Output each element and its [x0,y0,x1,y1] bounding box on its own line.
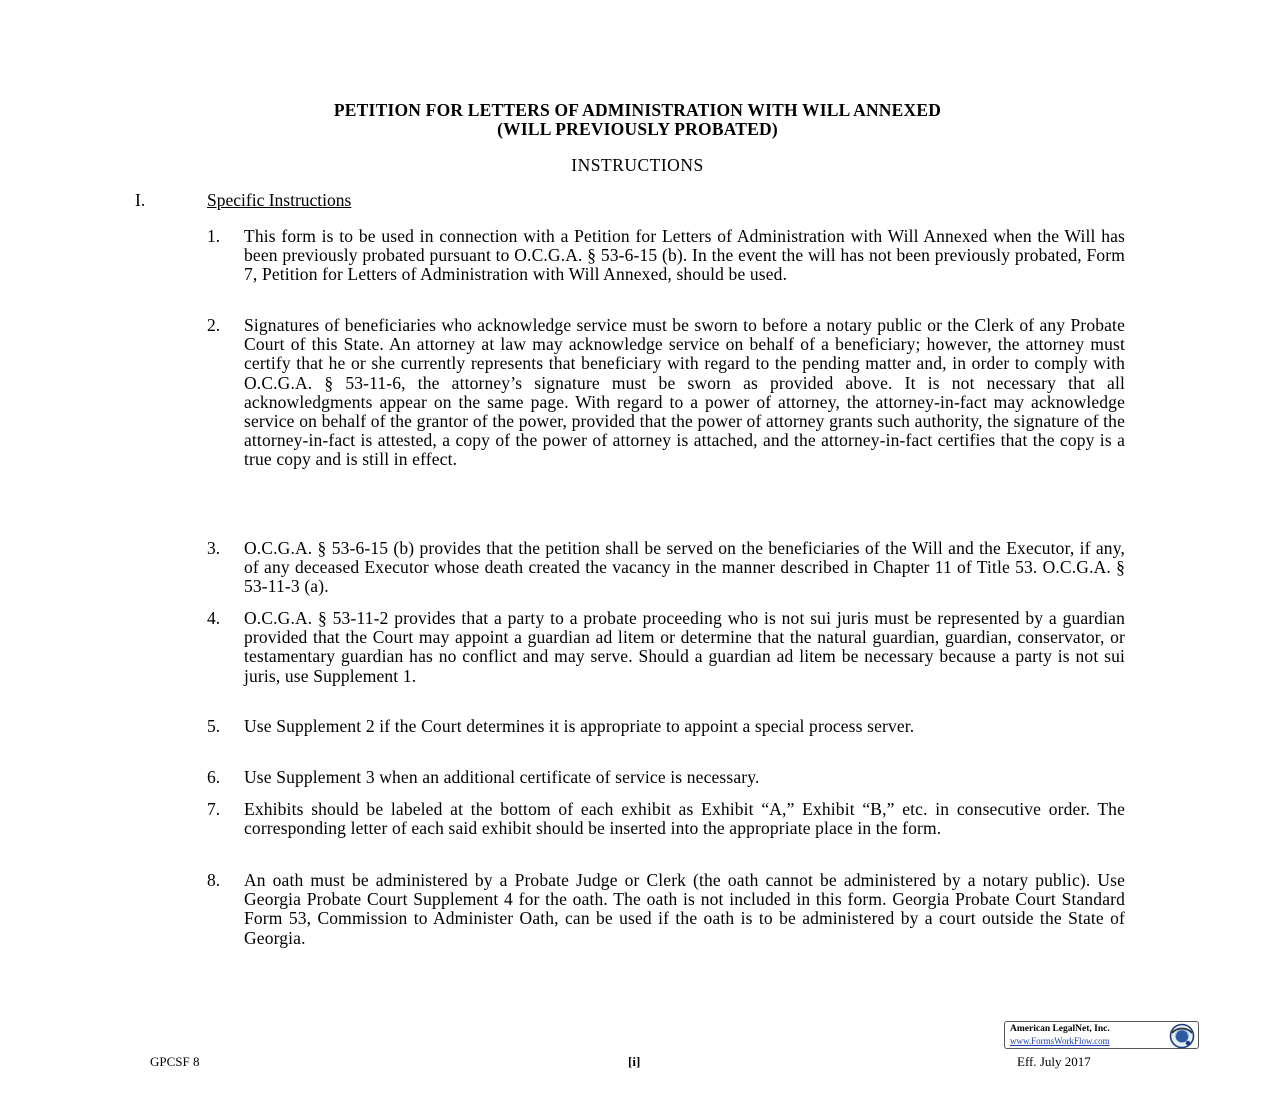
instruction-text: Use Supplement 2 if the Court determines it is appropriate to appoint a special process server. [244,716,915,736]
instruction-text: An oath must be administered by a Probate Judge or Clerk (the oath cannot be administered by a notary public). Use Georgia Probate Court Supplement 4 for the oath. The oath is not included in this form. Georgia Probate Court Standard Form 53, Commission to Administer Oath, can be used if the oath is to be administered by a court outside the State of Georgia. [244,870,1125,948]
instruction-number: 2. [207,315,221,335]
footer-effective-date: Eff. July 2017 [1017,1054,1091,1069]
page-subtitle: INSTRUCTIONS [571,155,704,175]
instruction-number: 7. [207,799,221,819]
footer-form-id: GPCSF 8 [150,1054,200,1069]
instruction-number: 5. [207,716,221,736]
globe-icon [1169,1023,1195,1049]
instruction-number: 8. [207,870,221,890]
instruction-text: This form is to be used in connection with a Petition for Letters of Administration with Will Annexed when the Will has been previously probated pursuant to O.C.G.A. § 53-6-15 (b). In the event the will has not been previously probated, Form 7, Petition for Letters of Administration with Will Annexed, should be used. [244,226,1125,285]
instruction-text: O.C.G.A. § 53-11-2 provides that a party to a probate proceeding who is not sui juris must be represented by a guardian provided that the Court may appoint a guardian ad litem or determine that the natural guardian, guardian, conservator, or testamentary guardian has no conflict and may serve. Should a guardian ad litem be necessary because a party is not sui juris, use Supplement 1. [244,608,1125,686]
page-title-line2: (WILL PREVIOUSLY PROBATED) [497,119,778,139]
legalnet-badge[interactable] [1004,1021,1199,1049]
instruction-text: Exhibits should be labeled at the bottom of each exhibit as Exhibit “A,” Exhibit “B,” etc. in consecutive order. The corresponding letter of each said exhibit should be inserted into the appropriate place in the form. [244,799,1125,839]
section-title: Specific Instructions [207,190,352,210]
instruction-number: 3. [207,538,221,558]
footer-page-number: [i] [628,1054,641,1069]
instruction-text: Use Supplement 3 when an additional certificate of service is necessary. [244,767,760,787]
instruction-text: Signatures of beneficiaries who acknowledge service must be sworn to before a notary public or the Clerk of any Probate Court of this State. An attorney at law may acknowledge service on behalf of a beneficiary; however, the attorney must certify that he or she currently represents that beneficiary with regard to the pending matter and, in order to comply with O.C.G.A. § 53-11-6, the attorney’s signature must be sworn as provided above. It is not necessary that all acknowledgments appear on the same page. With regard to a power of attorney, the attorney-in-fact may acknowledge service on behalf of the grantor of the power, provided that the power of attorney grants such authority, the signature of the attorney-in-fact is attested, a copy of the power of attorney is attached, and the attorney-in-fact certifies that the copy is a true copy and is still in effect. [244,315,1125,470]
instruction-number: 4. [207,608,221,628]
instruction-text: O.C.G.A. § 53-6-15 (b) provides that the petition shall be served on the beneficiaries of the Will and the Executor, if any, of any deceased Executor whose death created the vacancy in the manner described in Chapter 11 of Title 53. O.C.G.A. § 53-11-3 (a). [244,538,1125,597]
section-number: I. [135,190,146,210]
badge-url-link[interactable]: www.FormsWorkFlow.com [1010,1036,1110,1046]
badge-company: American LegalNet, Inc. [1010,1024,1110,1034]
page-title-line1: PETITION FOR LETTERS OF ADMINISTRATION WITH WILL ANNEXED [333,100,942,120]
instruction-number: 1. [207,226,221,246]
instruction-number: 6. [207,767,221,787]
